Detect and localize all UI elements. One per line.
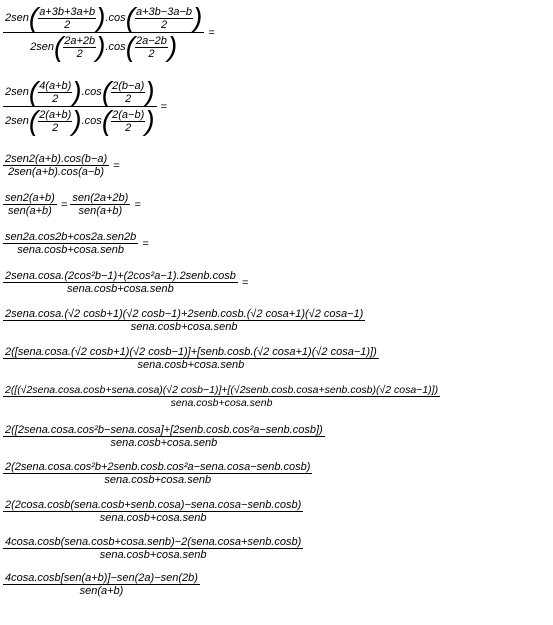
inner-num: 2a−2b [136,34,167,47]
equals-sign: = [60,198,68,211]
numerator: 2sena.cosa.(2cos²b−1)+(2cos²a−1).2senb.cosb [5,270,236,282]
open-paren: ( [53,31,64,62]
term: .cos [105,40,126,53]
denominator: sena.cosb+cosa.senb [3,548,303,561]
denominator: sena.cosb+cosa.senb [3,243,138,256]
inner-den: 2 [38,92,72,105]
close-paren: ) [96,2,106,33]
term: 2sen [5,85,29,98]
open-paren: ( [125,2,136,33]
equation-line-3 [3,153,120,178]
equation-line-13 [3,536,303,561]
numerator: 2(2cosa.cosb(sena.cosb+senb.cosa)−sena.cosa−senb.cosb) [5,499,302,511]
inner-fraction [38,109,72,134]
inner-fraction [38,80,72,105]
term: .cos [81,114,102,127]
equation-line-4 [3,192,141,217]
numerator [3,78,157,106]
equation-step-2 [3,78,167,135]
numerator [3,4,204,32]
fraction [3,461,312,486]
denominator: sen(a+b) [3,204,57,217]
term: 2sen [5,11,29,24]
equation-line-8 [3,346,379,371]
close-paren: ) [72,76,82,107]
fraction [70,192,130,217]
equation-line-12 [3,499,303,524]
close-paren: ) [167,31,178,62]
inner-num: 2(a+b) [39,108,72,121]
numerator: sen2(a+b) [5,192,55,204]
denominator: sena.cosb+cosa.senb [3,511,303,524]
equation-line-5 [3,231,149,256]
equation-step-1 [3,4,215,61]
equals-sign: = [134,198,141,211]
inner-fraction [111,80,145,105]
term: 2sen [5,114,29,127]
fraction [3,4,204,61]
equals-sign: = [241,276,249,289]
inner-den: 2 [135,47,168,60]
numerator: sen2a.cos2b+cos2a.sen2b [5,231,137,243]
equation-line-9 [3,384,440,409]
inner-fraction [38,6,96,31]
inner-num: 2a+2b [64,34,96,47]
equation-line-14 [3,572,200,597]
fraction [3,231,138,256]
equals-sign: = [208,26,215,39]
fraction [3,346,379,371]
denominator: sena.cosb+cosa.senb [3,282,238,295]
denominator: sen(a+b) [70,204,130,217]
fraction [3,424,325,449]
inner-num: 4(a+b) [39,79,72,92]
fraction [3,153,109,178]
inner-fraction [111,109,145,134]
denominator: sena.cosb+cosa.senb [3,396,440,409]
denominator: sena.cosb+cosa.senb [3,473,312,486]
equals-sign: = [160,100,168,113]
fraction [3,78,157,135]
close-paren: ) [72,105,82,136]
equation-line-10 [3,424,325,449]
equals-sign: = [113,159,120,172]
inner-den: 2 [111,92,145,105]
inner-num: a+3b+3a+b [39,5,96,18]
inner-den: 2 [38,121,72,134]
denominator: sena.cosb+cosa.senb [3,320,365,333]
numerator: 2([sena.cosa.(√2 cosb+1)(√2 cosb−1)]+[senb.cosb.(√2 cosa+1)(√2 cosa−1)]) [5,346,377,358]
fraction [3,384,440,409]
close-paren: ) [96,31,106,62]
close-paren: ) [145,76,155,107]
fraction [3,499,303,524]
denominator: sena.cosb+cosa.senb [3,358,379,371]
open-paren: ( [101,105,112,136]
inner-num: 2(a−b) [112,108,145,121]
open-paren: ( [28,76,39,107]
open-paren: ( [28,2,39,33]
numerator: 2([2sena.cosa.cos²b−sena.cosa]+[2senb.cosb.cos²a−senb.cosb]) [5,424,323,436]
numerator: 2([(√2sena.cosa.cosb+sena.cosa)(√2 cosb−1)]+[(√2senb.cosb.cosa+senb.cosb)(√2 cosa−1)]) [5,384,439,396]
denominator: sen(a+b) [3,584,200,597]
inner-num: 2(b−a) [112,79,145,92]
denominator: 2sen(a+b).cos(a−b) [3,165,109,178]
denominator [3,32,204,61]
inner-den: 2 [111,121,145,134]
fraction [3,536,303,561]
fraction [3,270,238,295]
term: .cos [105,11,126,24]
fraction [3,572,200,597]
numerator: 4cosa.cosb(sena.cosb+cosa.senb)−2(sena.cosa+senb.cosb) [5,536,302,548]
open-paren: ( [101,76,112,107]
open-paren: ( [28,105,39,136]
fraction [3,308,365,333]
equation-line-6 [3,270,248,295]
inner-den: 2 [135,18,193,31]
inner-den: 2 [38,18,96,31]
inner-fraction [135,35,168,60]
equals-sign: = [142,237,149,250]
numerator: 2sen2(a+b).cos(b−a) [5,153,108,165]
denominator [3,106,157,135]
inner-den: 2 [63,47,96,60]
term: .cos [81,85,102,98]
equation-line-7 [3,308,365,333]
numerator: 2(2sena.cosa.cos²b+2senb.cosb.cos²a−sena.cosa−senb.cosb) [5,461,311,473]
fraction [3,192,57,217]
equation-line-11 [3,461,312,486]
numerator: 4cosa.cosb[sen(a+b)]−sen(2a)−sen(2b) [5,572,198,584]
inner-fraction [135,6,193,31]
term: 2sen [30,40,54,53]
close-paren: ) [193,2,203,33]
denominator: sena.cosb+cosa.senb [3,436,325,449]
numerator: 2sena.cosa.(√2 cosb+1)(√2 cosb−1)+2senb.cosb.(√2 cosa+1)(√2 cosa−1) [5,308,364,320]
close-paren: ) [145,105,155,136]
inner-num: a+3b−3a−b [136,5,192,18]
numerator: sen(2a+2b) [72,192,129,204]
open-paren: ( [125,31,136,62]
inner-fraction [63,35,96,60]
